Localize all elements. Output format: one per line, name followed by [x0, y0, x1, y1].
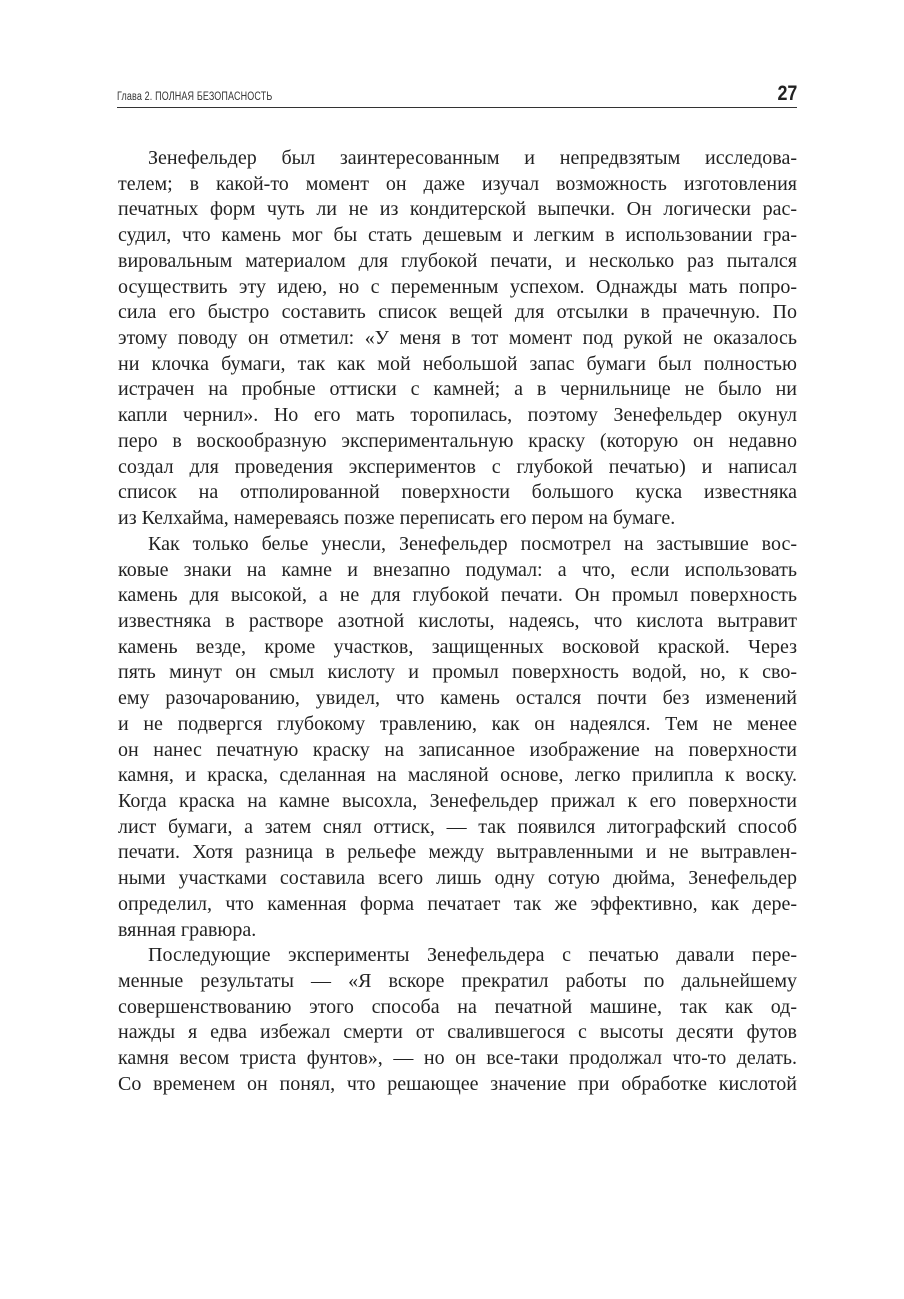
text-line: печатных форм чуть ли не из кондитерской выпечки. Он логически рас-: [118, 198, 797, 221]
text-line: пять минут он смыл кислоту и промыл поверхность водой, но, к сво-: [118, 661, 797, 684]
text-line: этому поводу он отметил: «У меня в тот момент под рукой не оказалось: [118, 327, 797, 350]
text-line: он нанес печатную краску на записанное изображение на поверхности: [118, 738, 797, 761]
page-number: 27: [777, 82, 797, 105]
chapter-title: Глава 2. ПОЛНАЯ БЕЗОПАСНОСТЬ: [117, 91, 273, 103]
text-line: судил, что камень мог бы стать дешевым и легким в использовании гра-: [118, 224, 797, 247]
text-line: ковые знаки на камне и внезапно подумал: а что, если использовать: [118, 558, 797, 581]
paragraph: [118, 146, 797, 532]
text-line: печати. Хотя разница в рельефе между вытравленными и не вытравлен-: [118, 841, 797, 864]
text-line: создал для проведения экспериментов с глубокой печатью) и написал: [118, 455, 797, 478]
text-line: истрачен на пробные оттиски с камней; а в чернильнице не было ни: [118, 378, 797, 401]
text-line: из Келхайма, намереваясь позже переписать его пером на бумаге.: [118, 507, 676, 530]
text-line: Последующие эксперименты Зенефельдера с печатью давали пере-: [148, 944, 797, 967]
text-line: телем; в какой-то момент он даже изучал возможность изготовления: [118, 172, 797, 195]
text-line: камень для высокой, а не для глубокой печати. Он промыл поверхность: [118, 584, 797, 607]
text-line: Как только белье унесли, Зенефельдер посмотрел на застывшие вос-: [148, 532, 797, 555]
text-line: камень везде, кроме участков, защищенных восковой краской. Через: [118, 635, 797, 658]
text-line: лист бумаги, а затем снял оттиск, — так появился литографский способ: [118, 815, 797, 838]
text-line: определил, что каменная форма печатает так же эффективно, как дере-: [118, 892, 797, 915]
text-line: осуществить эту идею, но с переменным успехом. Однажды мать попро-: [118, 275, 797, 298]
paragraph: [118, 943, 797, 1097]
text-line: перо в воскообразную экспериментальную краску (которую он недавно: [118, 429, 797, 452]
text-line: ни клочка бумаги, так как мой небольшой запас бумаги был полностью: [118, 352, 797, 375]
text-line: ему разочарованию, увидел, что камень остался почти без изменений: [118, 687, 797, 710]
text-line: ными участками составила всего лишь одну сотую дюйма, Зенефельдер: [118, 867, 797, 890]
text-line: капли чернил». Но его мать торопилась, поэтому Зенефельдер окунул: [118, 404, 797, 427]
text-line: нажды я едва избежал смерти от свалившегося с высоты десяти футов: [118, 1021, 797, 1044]
text-line: вировальным материалом для глубокой печати, и несколько раз пытался: [118, 249, 797, 272]
text-line: Со временем он понял, что решающее значение при обработке кислотой: [118, 1072, 797, 1095]
paragraph: [118, 532, 797, 944]
text-line: вянная гравюра.: [118, 918, 257, 941]
text-line: и не подвергся глубокому травлению, как он надеялся. Тем не менее: [118, 712, 797, 735]
text-line: известняка в растворе азотной кислоты, надеясь, что кислота вытравит: [118, 609, 797, 632]
text-line: менные результаты — «Я вскоре прекратил работы по дальнейшему: [118, 970, 797, 992]
running-header: [117, 84, 797, 108]
body-text: [118, 146, 797, 1098]
text-line: совершенствованию этого способа на печатной машине, так как од-: [118, 995, 797, 1018]
text-line: Когда краска на камне высохла, Зенефельдер прижал к его поверхности: [118, 789, 797, 812]
text-line: камня, и краска, сделанная на масляной основе, легко прилипла к воску.: [118, 764, 797, 787]
text-line: список на отполированной поверхности большого куска известняка: [118, 481, 797, 504]
text-line: Зенефельдер был заинтересованным и непредвзятым исследова-: [148, 147, 797, 169]
text-line: сила его быстро составить список вещей для отсылки в прачечную. По: [118, 301, 797, 324]
text-line: камня весом триста фунтов», — но он все-таки продолжал что-то делать.: [118, 1047, 797, 1070]
